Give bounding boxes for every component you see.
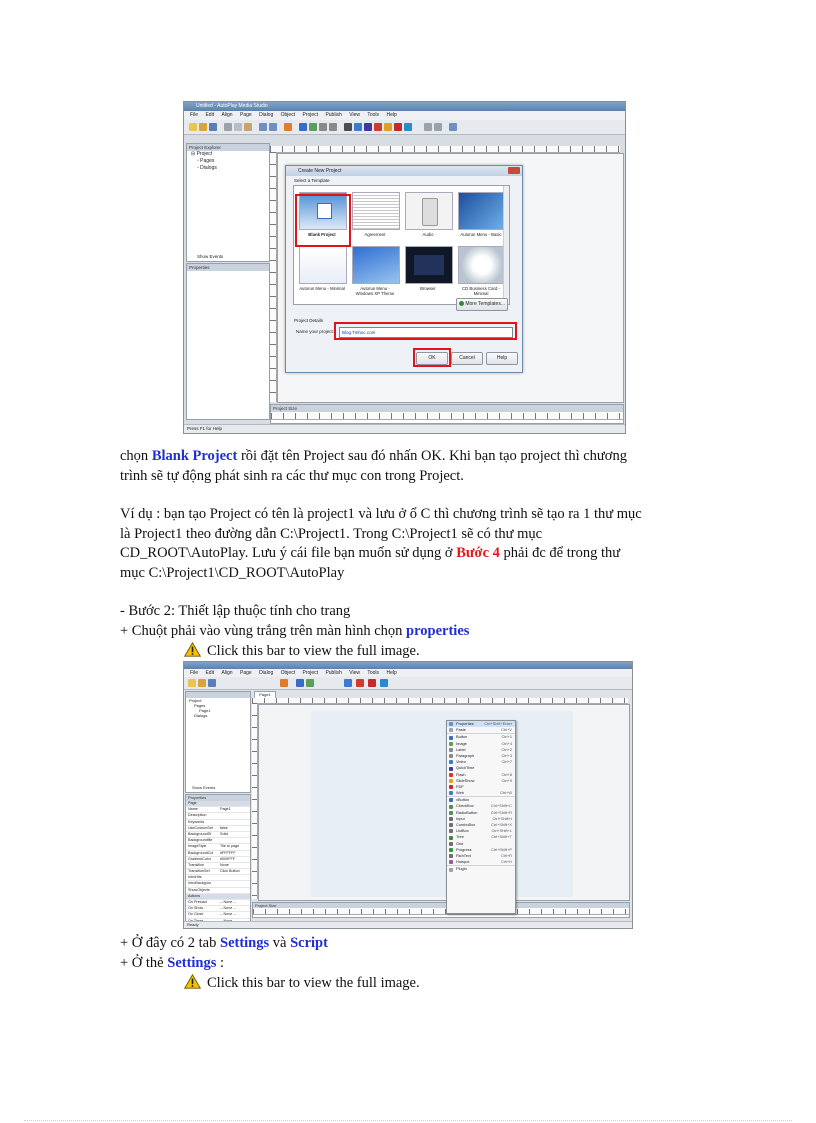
menu-view[interactable]: View bbox=[349, 112, 360, 118]
properties-highlight: properties bbox=[406, 623, 470, 639]
menu-item-icon bbox=[449, 848, 453, 852]
project-size-panel: Project Size bbox=[270, 404, 624, 424]
context-menu-item[interactable]: RichText Ctrl+R bbox=[447, 853, 515, 859]
toolbar bbox=[184, 120, 625, 135]
zoom-icon[interactable] bbox=[449, 123, 457, 131]
callout-project-name bbox=[334, 322, 517, 340]
page-canvas[interactable] bbox=[258, 704, 630, 901]
menu-item-icon bbox=[449, 785, 453, 789]
context-menu-item[interactable]: PDF bbox=[447, 784, 515, 790]
buoc-4-highlight: Bước 4 bbox=[456, 545, 500, 561]
tabs-line: + Ở đây có 2 tab Settings và Script bbox=[120, 935, 328, 951]
quicktime-object-icon[interactable] bbox=[364, 123, 372, 131]
ruler-horizontal bbox=[270, 146, 620, 153]
context-menu-item[interactable]: Grid bbox=[447, 841, 515, 847]
context-menu-item[interactable]: Properties Ctrl+Shift+Enter bbox=[447, 721, 515, 727]
context-menu-item[interactable]: Tree Ctrl+Shift+T bbox=[447, 834, 515, 840]
save-icon[interactable] bbox=[208, 679, 216, 687]
slideshow-object-icon[interactable] bbox=[384, 123, 392, 131]
callout-blank-project bbox=[295, 194, 351, 247]
properties-panel: Properties Page Name Page1 Description Keywords UseCustomSet false BackgroundSt Solid Backgroundfile ImageStyle Tile to page BackgroundCol #FFFFFF GradientColor #000FFF Transition None TransitionSet Click Button IntroHits IntroBackgrou ShowObjects Actions On Preload -- None -- On Show -- None -- On Close -- None -- bbox=[185, 794, 251, 924]
dialog-title: Create New Project bbox=[286, 166, 522, 176]
property-row[interactable]: Backgroundfile bbox=[186, 838, 250, 844]
paragraph-2-line-2: là Project1 theo đường dẫn C:\Project1. Trong C:\Project1 sẽ có thư mục bbox=[120, 526, 543, 542]
preview-icon[interactable] bbox=[280, 679, 288, 687]
click-bar-1[interactable]: Click this bar to view the full image. bbox=[184, 641, 420, 661]
image-object-icon[interactable] bbox=[309, 123, 317, 131]
menu-item-icon bbox=[449, 773, 453, 777]
menu-item-icon bbox=[449, 868, 453, 872]
status-bar: Ready bbox=[184, 921, 632, 928]
screenshot-create-project bbox=[183, 101, 626, 434]
property-row[interactable]: UseCustomSet false bbox=[186, 826, 250, 832]
cut-icon[interactable] bbox=[224, 123, 232, 131]
context-menu-item[interactable]: Paragraph Ctrl+3 bbox=[447, 753, 515, 759]
preview-icon[interactable] bbox=[284, 123, 292, 131]
video-object-icon[interactable] bbox=[354, 123, 362, 131]
menu-bar: File Edit Align Page Dialog Object Project Publish View Tools Help bbox=[184, 669, 632, 677]
ok-button[interactable]: OK bbox=[416, 352, 448, 365]
menu-item-icon bbox=[449, 722, 453, 726]
property-row[interactable]: Name Page1 bbox=[186, 807, 250, 813]
web-object-icon[interactable] bbox=[404, 123, 412, 131]
project-size-panel: Project Size bbox=[252, 902, 630, 918]
context-menu-item[interactable]: Image Ctrl+4 bbox=[447, 741, 515, 747]
project-name-input[interactable]: Blog.Tinhoc.com bbox=[339, 327, 513, 338]
menu-item-icon bbox=[449, 817, 453, 821]
open-icon[interactable] bbox=[199, 123, 207, 131]
menu-item-icon bbox=[449, 779, 453, 783]
settings-line: + Ở thẻ Settings : bbox=[120, 955, 225, 971]
show-events-button[interactable]: Show Events bbox=[197, 254, 224, 259]
template-audio[interactable]: Audio bbox=[405, 192, 451, 237]
paragraph-1-line-1: chọn Blank Project rồi đặt tên Project sau đó nhấn OK. Khi bạn tạo project thì chương bbox=[120, 448, 627, 464]
context-menu-item[interactable]: Flash Ctrl+8 bbox=[447, 772, 515, 778]
tab-page1[interactable]: Page1 bbox=[254, 691, 276, 699]
context-menu-item[interactable]: CheckBox Ctrl+Shift+C bbox=[447, 803, 515, 809]
menu-item-icon bbox=[449, 754, 453, 758]
property-row[interactable]: ShowObjects bbox=[186, 888, 250, 894]
paragraph-1-line-2: trình sẽ tự động phát sinh ra các thư mục con trong Project. bbox=[120, 468, 464, 484]
menu-align[interactable]: Align bbox=[221, 112, 233, 118]
save-icon[interactable] bbox=[209, 123, 217, 131]
panel-header: Properties bbox=[187, 264, 269, 271]
pdf-object-icon[interactable] bbox=[394, 123, 402, 131]
pdf-object-icon[interactable] bbox=[368, 679, 376, 687]
context-menu-item[interactable]: Hotspot Ctrl+H bbox=[447, 859, 515, 865]
menu-page[interactable]: Page bbox=[239, 112, 252, 118]
close-icon[interactable] bbox=[508, 167, 520, 174]
paragraph-2-line-4: mục C:\Project1\CD_ROOT\AutoPlay bbox=[120, 565, 345, 581]
page-bottom-border bbox=[24, 1120, 792, 1121]
menu-item-icon bbox=[449, 791, 453, 795]
button-object-icon[interactable] bbox=[299, 123, 307, 131]
menu-publish[interactable]: Publish bbox=[325, 112, 342, 118]
tree-dialogs[interactable]: Dialogs bbox=[194, 713, 208, 718]
flash-object-icon[interactable] bbox=[374, 123, 382, 131]
ruler-vertical bbox=[270, 152, 277, 402]
context-menu-item[interactable]: Input Ctrl+Shift+I bbox=[447, 816, 515, 822]
copy-icon[interactable] bbox=[234, 123, 242, 131]
property-row[interactable]: ImageStyle Tile to page bbox=[186, 844, 250, 850]
property-row[interactable]: Description bbox=[186, 813, 250, 819]
more-templates-button[interactable]: More Templates... bbox=[456, 298, 508, 311]
property-grid[interactable] bbox=[186, 801, 250, 924]
settings-tab-highlight: Settings bbox=[220, 935, 270, 951]
property-row[interactable]: TransitionSet Click Button bbox=[186, 869, 250, 875]
warning-icon bbox=[184, 974, 201, 989]
property-row[interactable]: BackgroundSt Solid bbox=[186, 832, 250, 838]
property-row[interactable]: Page bbox=[186, 801, 250, 807]
new-icon[interactable] bbox=[188, 679, 196, 687]
menu-item-icon bbox=[449, 829, 453, 833]
flash-object-icon[interactable] bbox=[356, 679, 364, 687]
tree-project[interactable]: Project bbox=[189, 698, 202, 703]
menu-item-icon bbox=[449, 760, 453, 764]
cancel-button[interactable]: Cancel bbox=[451, 352, 483, 365]
property-row[interactable]: On Close -- None -- bbox=[186, 912, 250, 918]
menu-item-icon bbox=[449, 811, 453, 815]
redo-icon[interactable] bbox=[269, 123, 277, 131]
project-explorer-panel bbox=[186, 143, 270, 262]
template-agreement[interactable]: Agreement bbox=[352, 192, 398, 237]
grid-icon[interactable] bbox=[424, 123, 432, 131]
template-autorun-minimal[interactable]: Autorun Menu - Minimal bbox=[299, 246, 345, 291]
web-object-icon[interactable] bbox=[380, 679, 388, 687]
menu-item-icon bbox=[449, 823, 453, 827]
align-icon[interactable] bbox=[434, 123, 442, 131]
globe-icon bbox=[459, 301, 464, 306]
menu-item-icon bbox=[449, 767, 453, 771]
property-row[interactable]: BackgroundCol #FFFFFF bbox=[186, 851, 250, 857]
menu-item-icon bbox=[449, 854, 453, 858]
show-events-button[interactable]: Show Events bbox=[192, 785, 216, 790]
tree-project[interactable]: ⊟ Project bbox=[191, 151, 213, 157]
context-menu-item[interactable]: SlideShow Ctrl+9 bbox=[447, 778, 515, 784]
callout-ok-button bbox=[413, 348, 451, 367]
context-menu-item[interactable]: Label Ctrl+2 bbox=[447, 747, 515, 753]
window-titlebar: Untitled - AutoPlay Media Studio bbox=[184, 102, 625, 111]
context-menu-item[interactable]: Video Ctrl+7 bbox=[447, 759, 515, 765]
context-menu-item[interactable]: ListBox Ctrl+Shift+L bbox=[447, 828, 515, 834]
menu-object[interactable]: Object bbox=[280, 112, 296, 118]
toolbar bbox=[184, 677, 632, 690]
tree-dialogs[interactable]: ▫ Dialogs bbox=[197, 165, 217, 171]
menu-item-icon bbox=[449, 798, 453, 802]
step-2-title: - Bước 2: Thiết lập thuộc tính cho trang bbox=[120, 603, 351, 619]
property-row[interactable]: Transition None bbox=[186, 863, 250, 869]
context-menu-item[interactable]: Button Ctrl+1 bbox=[447, 733, 515, 740]
menu-help[interactable]: Help bbox=[386, 112, 397, 118]
template-browser[interactable]: Browser bbox=[405, 246, 451, 291]
button-object-icon[interactable] bbox=[296, 679, 304, 687]
paragraph-2-line-3: CD_ROOT\AutoPlay. Lưu ý cái file bạn muốn sử dụng ở Bước 4 phải đc để trong thư bbox=[120, 545, 621, 561]
menu-dialog[interactable]: Dialog bbox=[259, 112, 274, 118]
menu-edit[interactable]: Edit bbox=[205, 112, 215, 118]
property-row[interactable]: Actions bbox=[186, 894, 250, 900]
property-row[interactable]: On Preload -- None -- bbox=[186, 900, 250, 906]
property-row[interactable]: On Show -- None -- bbox=[186, 906, 250, 912]
property-row[interactable]: IntroHits bbox=[186, 875, 250, 881]
open-icon[interactable] bbox=[198, 679, 206, 687]
context-menu bbox=[446, 720, 516, 914]
tree-pages[interactable]: Pages bbox=[194, 703, 206, 708]
label-object-icon[interactable] bbox=[319, 123, 327, 131]
context-menu-item[interactable]: xButton bbox=[447, 796, 515, 803]
video-object-icon[interactable] bbox=[344, 679, 352, 687]
menu-item-icon bbox=[449, 742, 453, 746]
context-menu-item[interactable]: Progress Ctrl+Shift+P bbox=[447, 847, 515, 853]
menu-item-icon bbox=[449, 728, 453, 732]
context-menu-item[interactable]: QuickTime bbox=[447, 765, 515, 771]
menu-file[interactable]: File bbox=[190, 112, 199, 118]
menu-item-icon bbox=[449, 736, 453, 740]
click-bar-2[interactable]: Click this bar to view the full image. bbox=[184, 973, 420, 993]
template-autorun-xp[interactable]: Autorun Menu - Windows XP Theme bbox=[352, 246, 398, 296]
project-explorer-panel bbox=[185, 691, 251, 793]
panel-header: Project Explorer bbox=[187, 144, 269, 151]
property-row[interactable]: IntroBackgrou bbox=[186, 881, 250, 887]
property-row[interactable]: Keywords bbox=[186, 820, 250, 826]
property-row[interactable]: GradientColor #000FFF bbox=[186, 857, 250, 863]
select-template-label: Select a Template bbox=[294, 178, 330, 183]
menu-item-icon bbox=[449, 860, 453, 864]
audio-player-icon bbox=[422, 198, 438, 226]
context-menu-item[interactable]: RadioButton Ctrl+Shift+R bbox=[447, 810, 515, 816]
warning-icon bbox=[184, 642, 201, 657]
template-cd-business-card[interactable]: CD Business Card - Minimal bbox=[458, 246, 504, 296]
blank-project-highlight: Blank Project bbox=[151, 448, 238, 464]
project-details-label: Project Details bbox=[294, 318, 324, 323]
page-area[interactable] bbox=[311, 711, 573, 897]
menu-item-icon bbox=[449, 805, 453, 809]
paragraph-object-icon[interactable] bbox=[329, 123, 337, 131]
menu-tools[interactable]: Tools bbox=[367, 112, 380, 118]
template-autorun-basic[interactable]: Autorun Menu - Basic bbox=[458, 192, 504, 237]
new-icon[interactable] bbox=[189, 123, 197, 131]
tree-pages[interactable]: ▫ Pages bbox=[197, 158, 215, 164]
context-menu-item[interactable]: ComboBox Ctrl+Shift+X bbox=[447, 822, 515, 828]
menu-bar bbox=[184, 111, 625, 120]
menu-item-icon bbox=[449, 748, 453, 752]
image-object-icon[interactable] bbox=[306, 679, 314, 687]
context-menu-item[interactable]: Web Ctrl+W bbox=[447, 790, 515, 796]
template-blank-project[interactable]: Blank Project bbox=[299, 192, 345, 237]
audio-object-icon[interactable] bbox=[344, 123, 352, 131]
undo-icon[interactable] bbox=[259, 123, 267, 131]
menu-item-icon bbox=[449, 842, 453, 846]
context-menu-item[interactable]: Plugin bbox=[447, 865, 515, 872]
script-tab-highlight: Script bbox=[290, 935, 328, 951]
window-titlebar bbox=[184, 662, 632, 669]
step-2-instruction: + Chuột phải vào vùng trắng trên màn hình chọn properties bbox=[120, 623, 470, 639]
context-menu-item[interactable]: Paste Ctrl+V bbox=[447, 727, 515, 733]
menu-project[interactable]: Project bbox=[302, 112, 319, 118]
status-bar: Press F1 for Help bbox=[184, 424, 625, 433]
paste-icon[interactable] bbox=[244, 123, 252, 131]
name-project-label: Name your project: bbox=[296, 329, 335, 334]
template-scrollbar[interactable] bbox=[503, 186, 509, 304]
help-button[interactable]: Help bbox=[486, 352, 518, 365]
tree-page1[interactable]: Page1 bbox=[199, 708, 211, 713]
menu-item-icon bbox=[449, 836, 453, 840]
settings-highlight: Settings bbox=[167, 955, 217, 971]
screenshot-page-properties bbox=[183, 661, 633, 929]
paragraph-2-line-1: Ví dụ : bạn tạo Project có tên là project1 và lưu ở ổ C thì chương trình sẽ tạo ra 1 thư mục bbox=[120, 506, 642, 522]
properties-panel bbox=[186, 263, 270, 420]
